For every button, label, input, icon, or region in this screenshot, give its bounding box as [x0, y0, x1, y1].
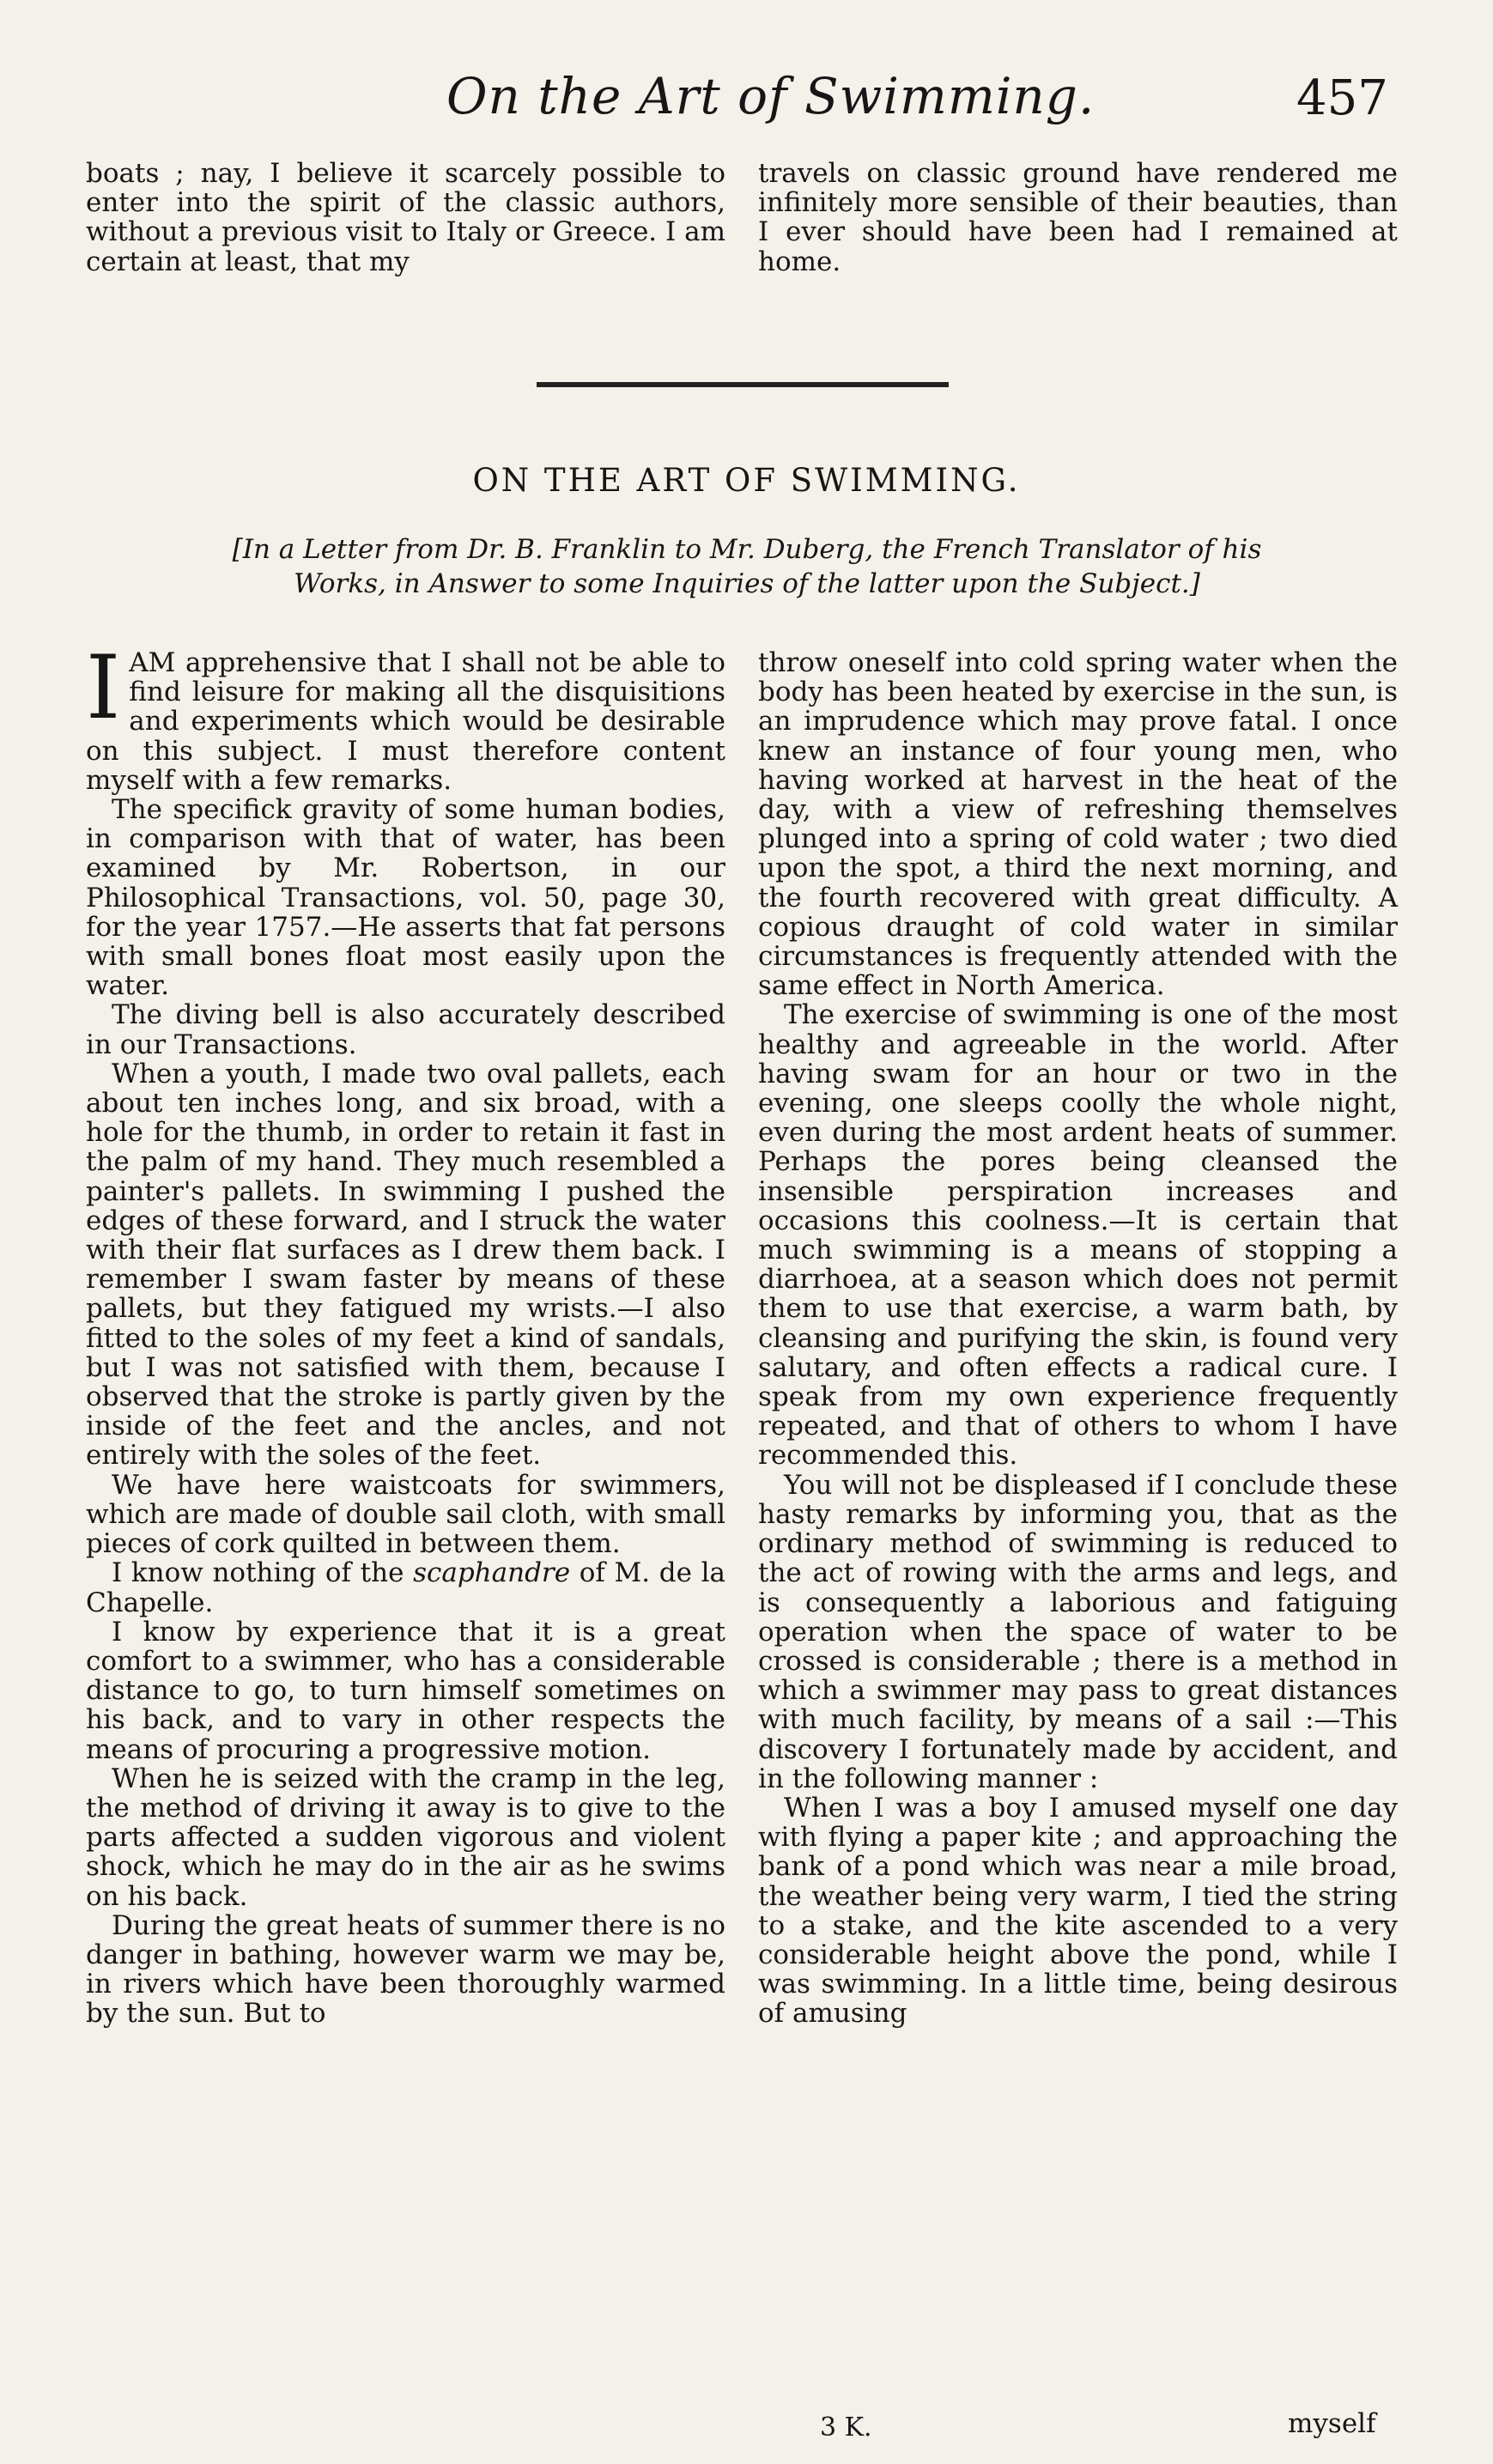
paragraph: The diving bell is also accurately described in our Transactions. [86, 999, 725, 1060]
paragraph: When he is seized with the cramp in the leg, the method of driving it away is to give to the parts affected a sudden vigorous and violent shock, which he may do in the air as he swims on his back. [86, 1763, 725, 1912]
top-left-column [86, 159, 725, 276]
drop-cap: I [86, 637, 121, 739]
running-head [0, 67, 1493, 136]
paragraph: throw oneself into cold spring water when the body has been heated by exercise in the sun, is an imprudence which may prove fatal. I once knew an instance of four young men, who having worked at harvest in the heat of the day, with a view of refreshing themselves plunged into a spring of cold water ; two died upon the spot, a third the next morning, and the fourth recovered with great difficulty. A copious draught of cold water in similar circumstances is frequently attended with the same effect in North America. [758, 647, 1398, 1002]
paragraph: When a youth, I made two oval pallets, each about ten inches long, and six broad, with a hole for the thumb, in order to retain it fast in the palm of my hand. They much resembled a painter's pallets. In swimming I pushed the edges of these forward, and I struck the water with their flat surfaces as I drew them back. I remember I swam faster by means of these pallets, but they fatigued my wrists.—I also fitted to the soles of my feet a kind of sandals, but I was not satisfied with them, because I observed that the stroke is partly given by the inside of the feet and the ancles, and not entirely with the soles of the feet. [86, 1058, 725, 1472]
paragraph: I know by experience that it is a great comfort to a swimmer, who has a considerable distance to go, to turn himself sometimes on his back, and to vary in other respects the means of procuring a progressive motion. [86, 1616, 725, 1765]
article-subtitle: [In a Letter from Dr. B. Franklin to Mr. Duberg, the French Translator of his Works, in Answer to some Inquiries of the latter upon the Subject.] [232, 534, 1262, 599]
paragraph: We have here waistcoats for swimmers, which are made of double sail cloth, with small pieces of cork quilted in between them. [86, 1469, 725, 1560]
paragraph-text: AM apprehensive that I shall not be able to find leisure for making all the disquisitions and experiments which would be desirable on this subject. I must therefore content myself with a few remarks. [86, 647, 725, 796]
article-title: ON THE ART OF SWIMMING. [472, 462, 1021, 499]
catchword: myself [1288, 2408, 1376, 2439]
italic-term: scaphandre [413, 1557, 571, 1589]
paragraph [86, 1558, 725, 1617]
section-divider [537, 382, 949, 387]
page-number: 457 [1296, 70, 1388, 126]
paragraph: When I was a boy I amused myself one day with flying a paper kite ; and approaching the bank of a pond which was near a mile broad, the weather being very warm, I tied the string to a stake, and the kite ascended to a very considerable height above the pond, while I was swimming. In a little time, being desirous of amusing [758, 1792, 1398, 2030]
paragraph: The specifick gravity of some human bodies, in comparison with that of water, has been examined by Mr. Robertson, in our Philosophical Transactions, vol. 50, page 30, for the year 1757.—He asserts that fat persons with small bones float most easily upon the water. [86, 794, 725, 1002]
paragraph: The exercise of swimming is one of the most healthy and agreeable in the world. After having swam for an hour or two in the evening, one sleeps coolly the whole night, even during the most ardent heats of summer. Perhaps the pores being cleansed the insensible perspiration increases and occasions this coolness.—It is certain that much swimming is a means of stopping a diarrhoea, at a season which does not permit them to use that exercise, a warm bath, by cleansing and purifying the skin, is found very salutary, and often effects a radical cure. I speak from my own experience frequently repeated, and that of others to whom I have recommended this. [758, 999, 1398, 1472]
paragraph [86, 637, 725, 796]
top-right-text: travels on classic ground have rendered me infinitely more sensible of their beauties, than I ever should have been had I remained at home. [758, 158, 1398, 277]
paragraph: You will not be displeased if I conclude these hasty remarks by informing you, that as the ordinary method of swimming is reduced to the act of rowing with the arms and legs, and is consequently a laborious and fatiguing operation when the space of water to be crossed is considerable ; there is a method in which a swimmer may pass to great distances with much facility, by means of a sail :—This discovery I fortunately made by accident, and in the following manner : [758, 1469, 1398, 1794]
signature-mark: 3 K. [820, 2412, 872, 2443]
body-left-column [86, 637, 725, 2030]
paragraph-text: I know nothing of the [112, 1557, 404, 1589]
top-left-text: boats ; nay, I believe it scarcely possible to enter into the spirit of the classic authors, without a previous visit to Italy or Greece. I am certain at least, that my [86, 158, 725, 277]
paragraph-text: of M. de la Chapelle. [86, 1557, 725, 1618]
running-title: On the Art of Swimming. [446, 67, 1095, 125]
top-right-column [758, 159, 1398, 276]
paragraph: During the great heats of summer there is no danger in bathing, however warm we may be, in rivers which have been thoroughly warmed by the sun. But to [86, 1909, 725, 2030]
body-right-column [758, 648, 1398, 2029]
